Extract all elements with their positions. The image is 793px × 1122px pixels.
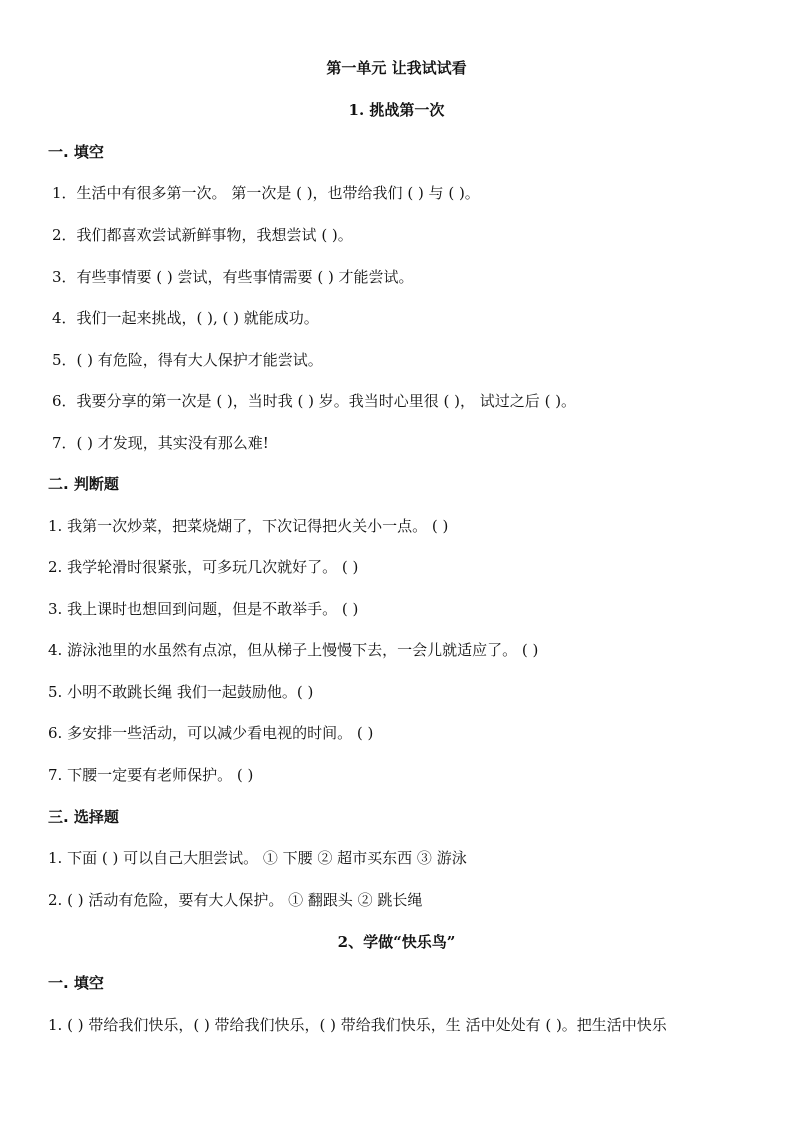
fill-item-2: 2．我们都喜欢尝试新鲜事物，我想尝试 ( )。 bbox=[52, 226, 353, 244]
section-heading-choice: 三. 选择题 bbox=[48, 808, 119, 826]
lesson-2-section-heading-fill: 一. 填空 bbox=[48, 974, 104, 992]
judge-item-3: 3. 我上课时也想回到问题，但是不敢举手。 ( ) bbox=[48, 600, 359, 618]
choice-item-2: 2. ( ) 活动有危险，要有大人保护。 ① 翻跟头 ② 跳长绳 bbox=[48, 891, 423, 909]
choice-item-1: 1. 下面 ( ) 可以自己大胆尝试。 ① 下腰 ② 超市买东西 ③ 游泳 bbox=[48, 849, 467, 867]
judge-item-5: 5. 小明不敢跳长绳 我们一起鼓励他。( ) bbox=[48, 683, 314, 701]
judge-item-6: 6. 多安排一些活动，可以减少看电视的时间。 ( ) bbox=[48, 724, 374, 742]
fill-item-1: 1．生活中有很多第一次。 第一次是 ( )，也带给我们 ( ) 与 ( )。 bbox=[52, 184, 480, 202]
lesson-1-title: 1. 挑战第一次 bbox=[348, 101, 445, 119]
lesson-2-title: 2、学做“快乐鸟” bbox=[337, 933, 456, 951]
fill-item-4: 4．我们一起来挑战，( ), ( ) 就能成功。 bbox=[52, 309, 319, 327]
fill-item-5: 5．( ) 有危险，得有大人保护才能尝试。 bbox=[52, 351, 323, 369]
fill-item-7: 7．( ) 才发现，其实没有那么难! bbox=[52, 434, 269, 452]
fill-item-3: 3．有些事情要 ( ) 尝试，有些事情需要 ( ) 才能尝试。 bbox=[52, 268, 414, 286]
section-heading-fill: 一. 填空 bbox=[48, 143, 104, 161]
judge-item-7: 7. 下腰一定要有老师保护。 ( ) bbox=[48, 766, 254, 784]
judge-item-1: 1. 我第一次炒菜，把菜烧煳了，下次记得把火关小一点。 ( ) bbox=[48, 517, 449, 535]
section-heading-judge: 二. 判断题 bbox=[48, 475, 119, 493]
judge-item-4: 4. 游泳池里的水虽然有点凉，但从梯子上慢慢下去，一会儿就适应了。 ( ) bbox=[48, 641, 539, 659]
lesson-2-fill-item-1: 1. ( ) 带给我们快乐，( ) 带给我们快乐，( ) 带给我们快乐，生 活中处处有 ( )。把生活中快乐 bbox=[48, 1016, 667, 1034]
judge-item-2: 2. 我学轮滑时很紧张，可多玩几次就好了。 ( ) bbox=[48, 558, 359, 576]
unit-title: 第一单元 让我试试看 bbox=[326, 59, 467, 77]
fill-item-6: 6．我要分享的第一次是 ( )，当时我 ( ) 岁。我当时心里很 ( )， 试过之后 ( )。 bbox=[52, 392, 577, 410]
